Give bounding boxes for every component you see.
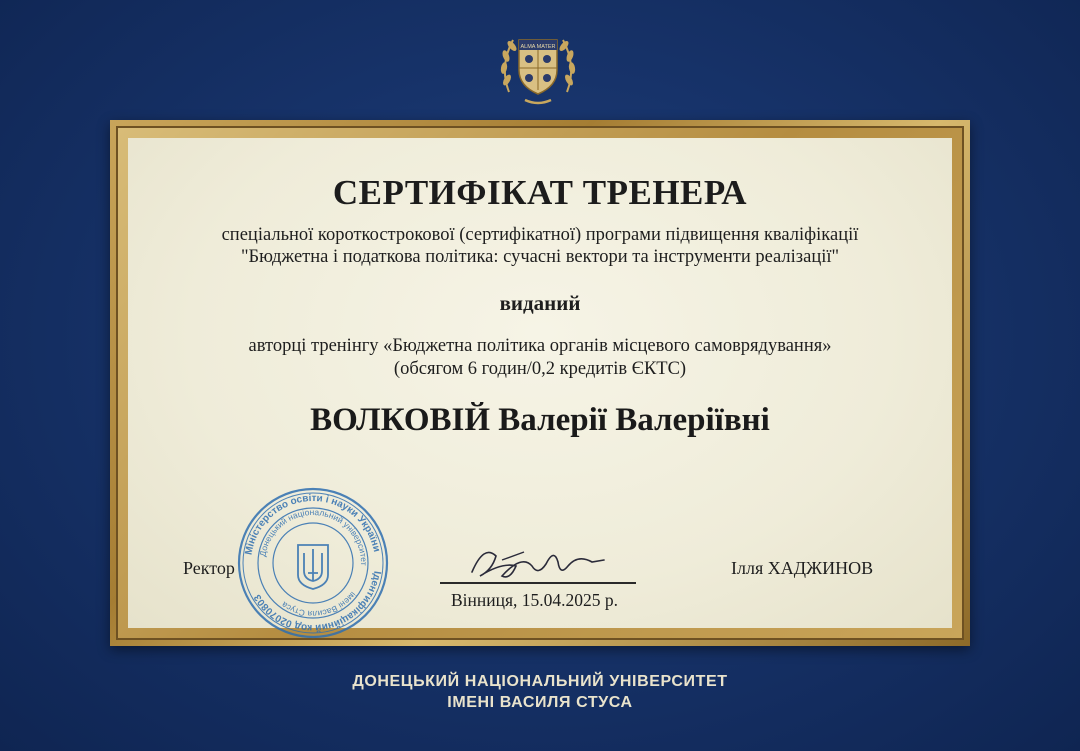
university-name-line-2: ІМЕНІ ВАСИЛЯ СТУСА (447, 694, 633, 711)
training-line-1: авторці тренінгу «Бюджетна політика органів місцевого самоврядування» (248, 336, 832, 356)
rector-signature (462, 536, 612, 588)
program-line-2: "Бюджетна і податкова політика: сучасні вектори та інструменти реалізації" (240, 247, 840, 267)
stamp-ring-code: Ідентифікаційний код 02070803 (252, 570, 383, 634)
university-name-line-1: ДОНЕЦЬКИЙ НАЦІОНАЛЬНИЙ УНІВЕРСИТЕТ (352, 673, 728, 690)
certificate-title: СЕРТИФІКАТ ТРЕНЕРА (332, 173, 748, 212)
rector-name: Ілля ХАДЖИНОВ (731, 558, 874, 578)
stamp-ring-bottom: імені Василя Стуса (279, 590, 359, 620)
rector-label: Ректор (183, 558, 235, 578)
stamp-ring-top: Міністерство освіти і науки України (243, 492, 382, 556)
trident-icon (298, 545, 328, 589)
stamp-ring-mid: Донецький національний університет (257, 506, 370, 566)
training-line-2: (обсягом 6 годин/0,2 кредитів ЄКТС) (393, 359, 687, 379)
recipient-name: ВОЛКОВІЙ Валерії Валеріївні (310, 402, 770, 438)
issued-label: виданий (499, 291, 581, 315)
official-stamp (228, 483, 398, 643)
emblem-motto: ALMA MATER (520, 44, 556, 50)
university-emblem-icon (495, 22, 581, 108)
program-line-1: спеціальної короткострокової (сертифікатної) програми підвищення кваліфікації (221, 225, 859, 245)
place-date: Вінниця, 15.04.2025 р. (451, 590, 619, 610)
